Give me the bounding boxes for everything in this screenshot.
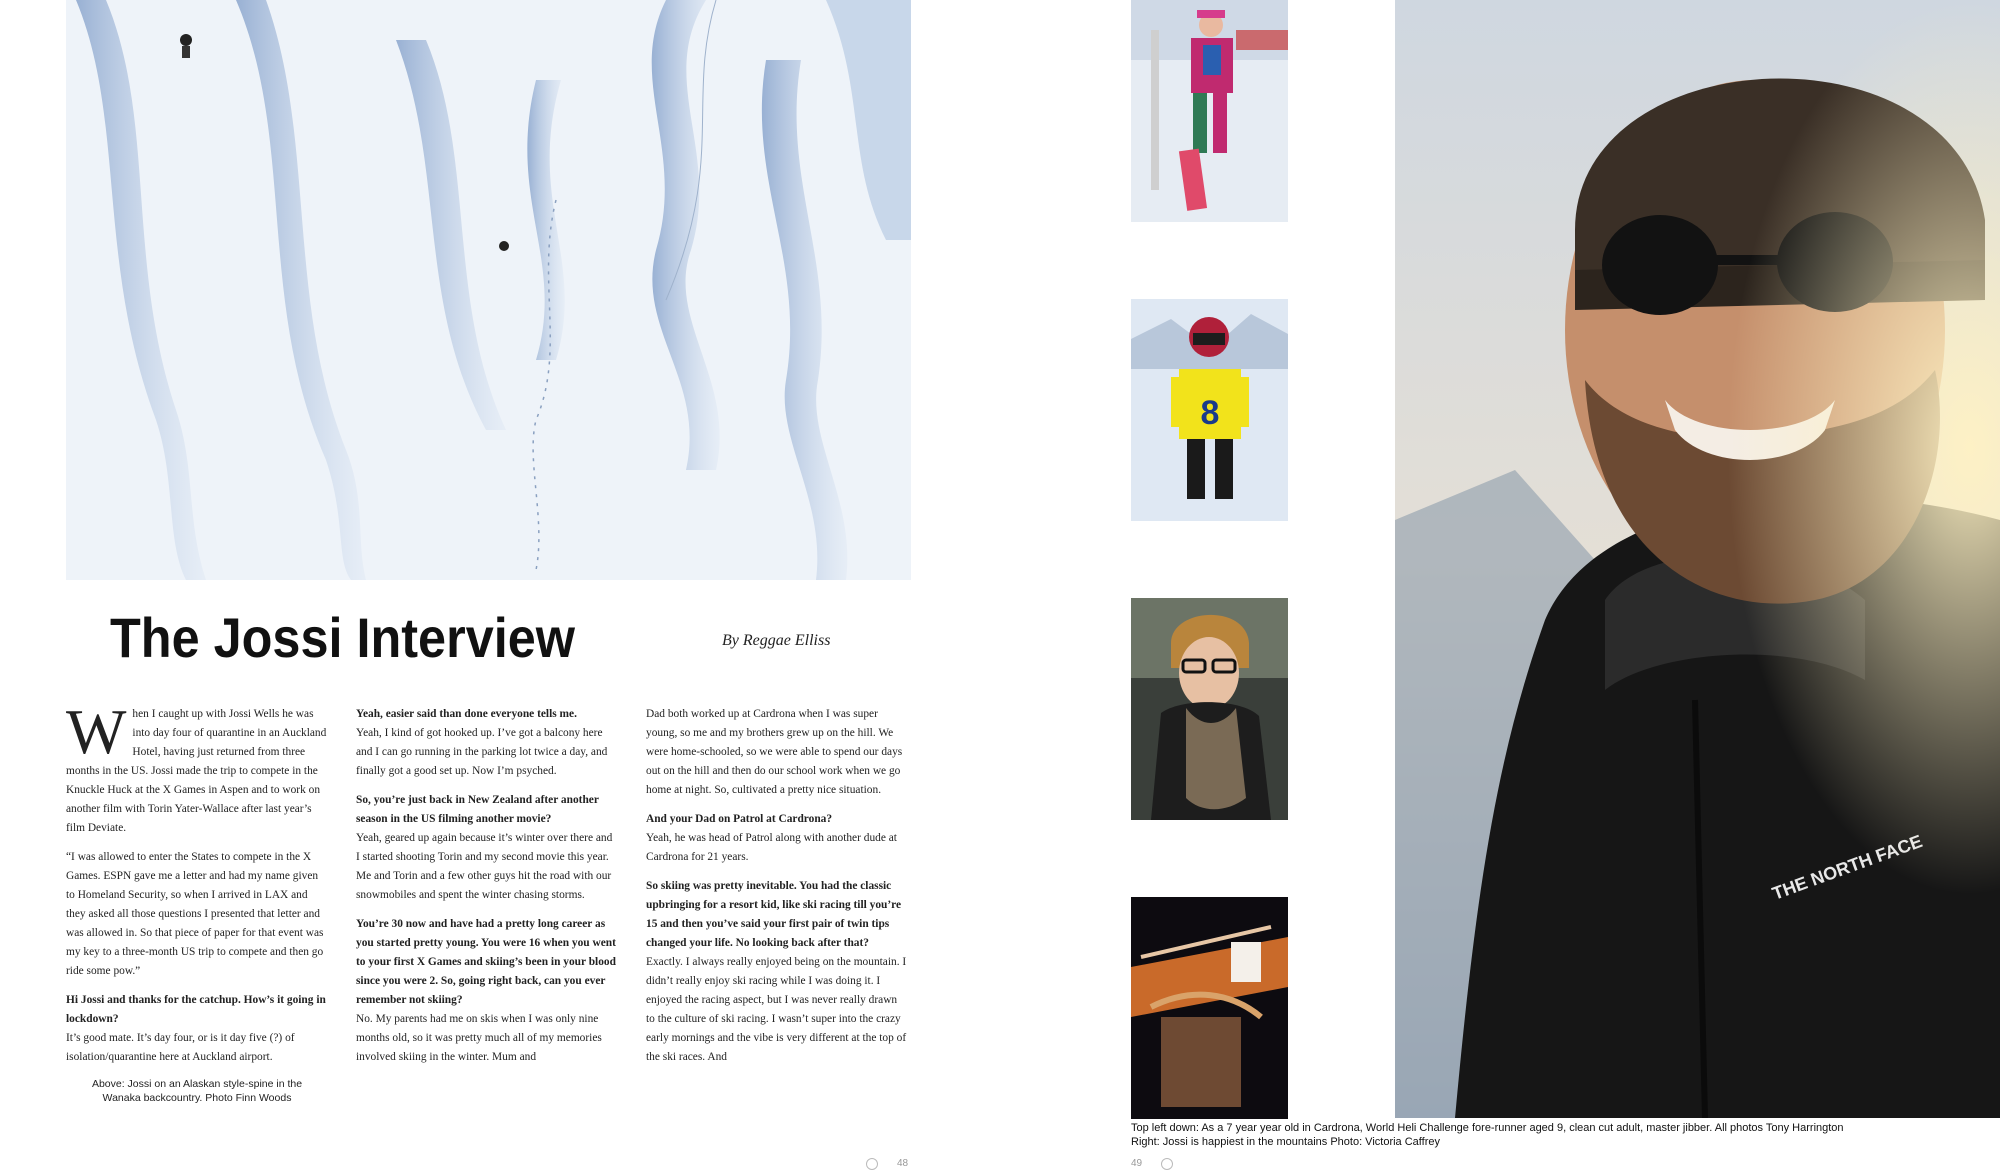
quote-paragraph: “I was allowed to enter the States to compete in the X Games. ESPN gave me a letter and had my name given to Homeland Security, so when I arrived in LAX and they asked all those questions I presented that letter and was allowed in. So that piece of paper for that event was my key to a three-month US trip to compete and then go ride some pow.” [66,851,324,977]
article-title: The Jossi Interview [110,606,575,669]
answer: Exactly. I always really enjoyed being on the mountain. I didn’t really enjoy ski racing while I was doing it. I enjoyed the racing aspect, but I was never really drawn to the culture of ski racing. I wasn’t super into the crazy early mornings and the vibe is very different at the top of the ski races. And [646,956,907,1063]
answer: No. My parents had me on skis when I was only nine months old, so it was pretty much all of my memories involved skiing in the winter. Mum and [356,1013,602,1063]
caption-line-thumbs: Top left down: As a 7 year year old in Cardrona, World Heli Challenge fore-runner aged 9, clean cut adult, master jibber. All photos Tony Harrington [1131,1122,1844,1134]
caption-line-portrait: Right: Jossi is happiest in the mountains Photo: Victoria Caffrey [1131,1136,1440,1148]
answer: Dad both worked up at Cardrona when I was super young, so me and my brothers grew up on the hill. We were home-schooled, so we were able to spend our days out on the hill and then do our school work when we go home at night. So, cultivated a pretty nice situation. [646,708,903,796]
folio-logo-icon [866,1158,878,1170]
answer: It’s good mate. It’s day four, or is it day five (?) of isolation/quarantine here at Auckland airport. [66,1032,295,1063]
hero-photo-snow-spines [66,0,911,580]
article-column-2 [356,705,618,1077]
page-number-right: 49 [1131,1158,1143,1169]
bib-number: 8 [1200,394,1220,432]
question: And your Dad on Patrol at Cardrona? [646,813,833,825]
right-page-caption [1131,1121,1991,1149]
drop-cap: W [66,696,127,767]
photo-clean-cut-adult [1131,598,1288,820]
byline: By Reggae Elliss [722,632,831,649]
question: Hi Jossi and thanks for the catchup. How’s it going in lockdown? [66,994,326,1025]
photo-heli-challenge-forerunner [1131,299,1288,521]
page-number-left: 48 [897,1158,909,1169]
hero-caption: Above: Jossi on an Alaskan style-spine in the Wanaka backcountry. Photo Finn Woods [91,1078,303,1104]
article-column-1 [66,696,328,1105]
photo-master-jibber-night [1131,897,1288,1119]
intro-paragraph: When I caught up with Jossi Wells he was into day four of quarantine in an Auckland Hotel, having just returned from three months in the US. Jossi made the trip to compete in the Knuckle Huck at the X Games in Aspen and to work on another film with Torin Yater-Wallace after last year’s film Deviate. [66,696,327,834]
question: You’re 30 now and have had a pretty long career as you started pretty young. You were 16 when you went to your first X Games and skiing’s been in your blood since you were 2. So, going right back, can you ever remember not skiing? [356,918,616,1006]
answer: Yeah, he was head of Patrol along with another dude at Cardrona for 21 years. [646,832,897,863]
question: So skiing was pretty inevitable. You had the classic upbringing for a resort kid, like ski racing till you’re 15 and then you’ve said your first pair of twin tips changed your life. No looking back after that? [646,880,902,949]
answer: Yeah, I kind of got hooked up. I’ve got a balcony here and I can go running in the parking lot twice a day, and finally got a good set up. Now I’m psyched. [356,727,608,777]
question: Yeah, easier said than done everyone tells me. [356,708,577,720]
photo-jossi-portrait [1395,0,2000,1118]
photo-child-ski-racer [1131,0,1288,222]
article-column-3 [646,705,908,1077]
folio-logo-icon [1161,1158,1173,1170]
question: So, you’re just back in New Zealand after another season in the US filming another movie? [356,794,599,825]
answer: Yeah, geared up again because it’s winter over there and I started shooting Torin and my second movie this year. Me and Torin and a few other guys hit the road with our snowmobiles and spent the winter chasing storms. [356,832,613,901]
